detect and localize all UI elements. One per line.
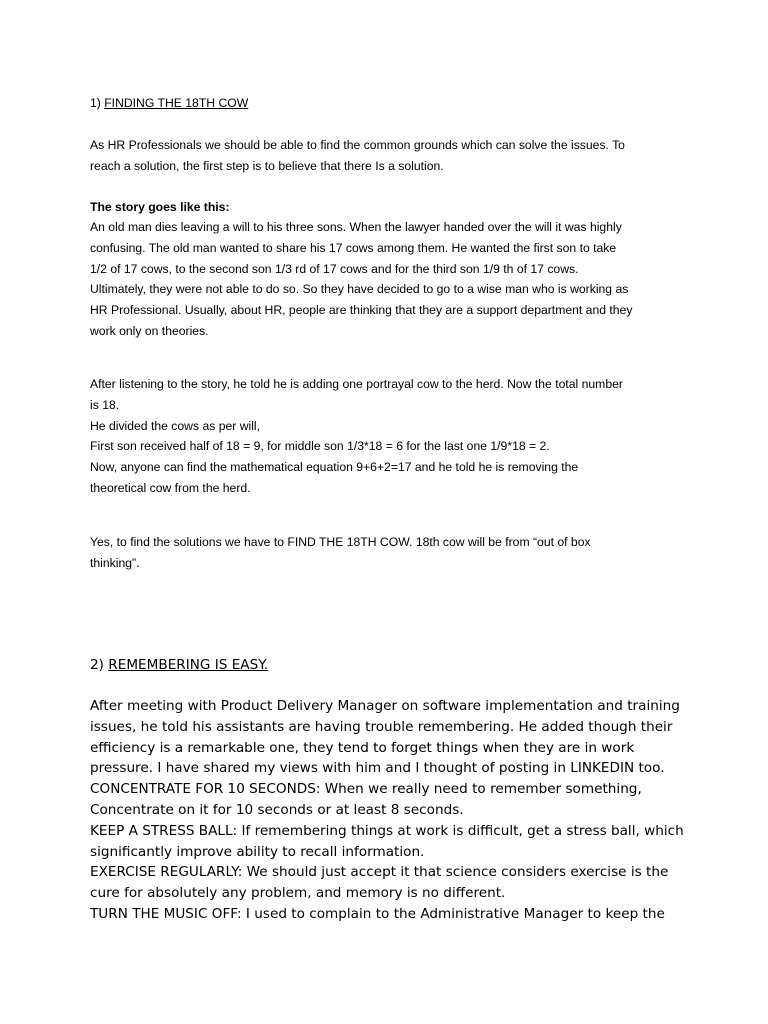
text-line: After listening to the story, he told he is adding one portrayal cow to the herd. Now the total number	[90, 377, 623, 391]
section-1-heading	[90, 93, 690, 114]
text-line: thinking”.	[90, 555, 140, 570]
text-line: 1/2 of 17 cows, to the second son 1/3 rd of 17 cows and for the third son 1/9 th of 17 cows.	[90, 261, 579, 276]
section-2-body	[90, 696, 710, 925]
text-line: An old man dies leaving a will to his three sons. When the lawyer handed over the will it was highly	[90, 220, 622, 234]
section-1-title: FINDING THE 18TH COW	[104, 96, 249, 110]
text-line: After meeting with Product Delivery Manager on software implementation and training	[90, 698, 680, 714]
section-2-title: REMEMBERING IS EASY.	[108, 657, 269, 673]
section-2-heading	[90, 655, 690, 676]
section-1-resolution	[90, 374, 690, 499]
text-line: pressure. I have shared my views with him and I thought of posting in LINKEDIN too.	[90, 760, 665, 777]
text-line: confusing. The old man wanted to share his 17 cows among them. He wanted the first son to take	[90, 240, 617, 255]
text-line: EXERCISE REGULARLY: We should just accept it that science considers exercise is the	[90, 864, 669, 881]
text-line: issues, he told his assistants are having trouble remembering. He added though their	[90, 718, 673, 735]
text-line: theoretical cow from the herd.	[90, 480, 251, 495]
text-line: KEEP A STRESS BALL: If remembering things at work is difficult, get a stress ball, which	[90, 822, 684, 839]
section-1-intro	[90, 135, 690, 177]
story-label: The story goes like this:	[90, 200, 230, 214]
text-line: cure for absolutely any problem, and memory is no different.	[90, 885, 506, 902]
text-line: TURN THE MUSIC OFF: I used to complain to the Administrative Manager to keep the	[90, 905, 665, 922]
text-line: Now, anyone can find the mathematical equation 9+6+2=17 and he told he is removing the	[90, 460, 579, 475]
text-line: Ultimately, they were not able to do so. So they have decided to go to a wise man who is working as	[90, 282, 629, 297]
text-line: reach a solution, the first step is to believe that there Is a solution.	[90, 158, 444, 173]
section-1-conclusion	[90, 532, 690, 574]
text-line: significantly improve ability to recall information.	[90, 843, 425, 860]
text-line: efficiency is a remarkable one, they tend to forget things when they are in work	[90, 739, 635, 756]
text-line: CONCENTRATE FOR 10 SECONDS: When we really need to remember something,	[90, 781, 642, 798]
text-line: As HR Professionals we should be able to find the common grounds which can solve the issues. To	[90, 138, 625, 152]
text-line: Concentrate on it for 10 seconds or at least 8 seconds.	[90, 801, 464, 818]
text-line: Yes, to find the solutions we have to FIND THE 18TH COW. 18th cow will be from “out of box	[90, 535, 591, 549]
text-line: He divided the cows as per will,	[90, 418, 261, 433]
text-line: HR Professional. Usually, about HR, people are thinking that they are a support department and they	[90, 303, 633, 318]
section-1-number: 1)	[90, 96, 105, 110]
text-line: work only on theories.	[90, 323, 209, 338]
section-2-number: 2)	[90, 657, 109, 673]
text-line: First son received half of 18 = 9, for middle son 1/3*18 = 6 for the last one 1/9*18 = 2.	[90, 439, 550, 454]
section-1-story	[90, 217, 690, 342]
text-line: is 18.	[90, 397, 120, 412]
